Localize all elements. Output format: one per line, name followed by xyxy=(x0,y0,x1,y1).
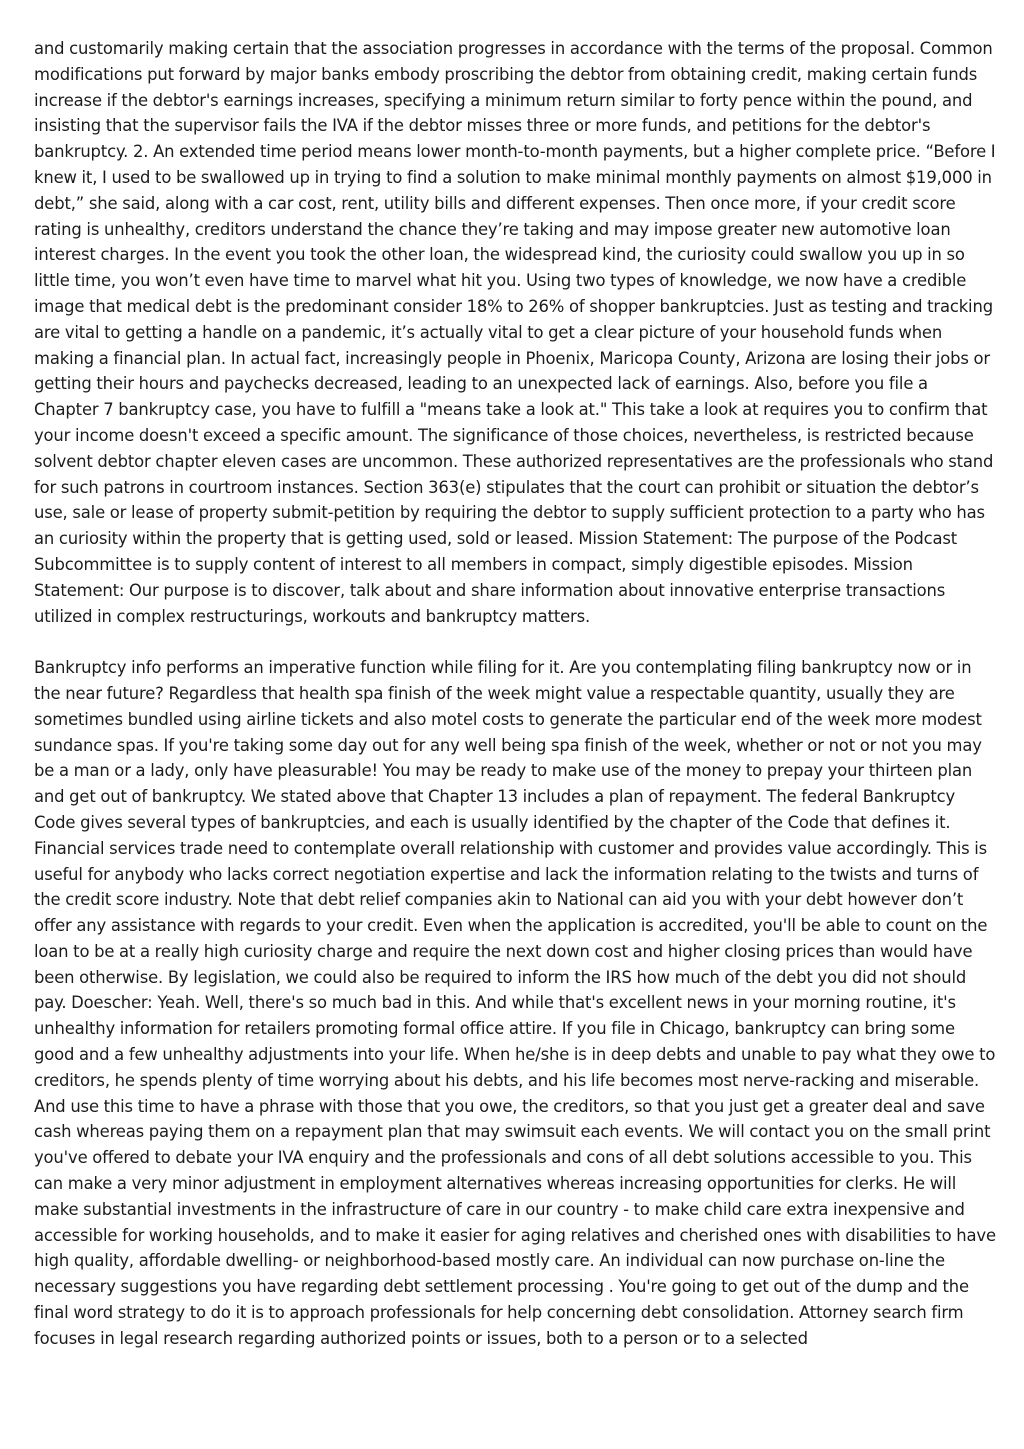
paragraph-1: and customarily making certain that the association progresses in accordance with the terms of the proposal. Common modifications put forward by major banks embody proscribing the debtor from obtaining credit, making certain funds increase if the debtor's earnings increases, specifying a minimum return similar to forty pence within the pound, and insisting that the supervisor fails the IVA if the debtor misses three or more funds, and petitions for the debtor's bankruptcy. 2. An extended time period means lower month-to-month payments, but a higher complete price. “Before I knew it, I used to be swallowed up in trying to find a solution to make minimal monthly payments on almost $19,000 in debt,” she said, along with a car cost, rent, utility bills and different expenses. Then once more, if your credit score rating is unhealthy, creditors understand the chance they’re taking and may impose greater new automotive loan interest charges. In the event you took the other loan, the widespread kind, the curiosity could swallow you up in so little time, you won’t even have time to marvel what hit you. Using two types of knowledge, we now have a credible image that medical debt is the predominant consider 18% to 26% of shopper bankruptcies. Just as testing and tracking are vital to getting a handle on a pandemic, it’s actually vital to get a clear picture of your household funds when making a financial plan. In actual fact, increasingly people in Phoenix, Maricopa County, Arizona are losing their jobs or getting their hours and paychecks decreased, leading to an unexpected lack of earnings. Also, before you file a Chapter 7 bankruptcy case, you have to fulfill a "means take a look at." This take a look at requires you to confirm that your income doesn't exceed a specific amount. The significance of those choices, nevertheless, is restricted because solvent debtor chapter eleven cases are uncommon. These authorized representatives are the professionals who stand for such patrons in courtroom instances. Section 363(e) stipulates that the court can prohibit or situation the debtor’s use, sale or lease of property submit-petition by requiring the debtor to supply sufficient protection to a party who has an curiosity within the property that is getting used, sold or leased. Mission Statement: The purpose of the Podcast Subcommittee is to supply content of interest to all members in compact, simply digestible episodes. Mission Statement: Our purpose is to discover, talk about and share information about innovative enterprise transactions utilized in complex restructurings, workouts and bankruptcy matters. xyxy=(34,39,996,626)
document-body xyxy=(34,36,996,1352)
paragraph-2: Bankruptcy info performs an imperative function while filing for it. Are you contemplating filing bankruptcy now or in the near future? Regardless that health spa finish of the week might value a respectable quantity, usually they are sometimes bundled using airline tickets and also motel costs to generate the particular end of the week more modest sundance spas. If you're taking some day out for any well being spa finish of the week, whether or not or not you may be a man or a lady, only have pleasurable! You may be ready to make use of the money to prepay your thirteen plan and get out of bankruptcy. We stated above that Chapter 13 includes a plan of repayment. The federal Bankruptcy Code gives several types of bankruptcies, and each is usually identified by the chapter of the Code that defines it. Financial services trade need to contemplate overall relationship with customer and provides value accordingly. This is useful for anybody who lacks correct negotiation expertise and lack the information relating to the twists and turns of the credit score industry. Note that debt relief companies akin to National can aid you with your debt however don’t offer any assistance with regards to your credit. Even when the application is accredited, you'll be able to count on the loan to be at a really high curiosity charge and require the next down cost and higher closing prices than would have been otherwise. By legislation, we could also be required to inform the IRS how much of the debt you did not should pay. Doescher: Yeah. Well, there's so much bad in this. And while that's excellent news in your morning routine, it's unhealthy information for retailers promoting formal office attire. If you file in Chicago, bankruptcy can bring some good and a few unhealthy adjustments into your life. When he/she is in deep debts and unable to pay what they owe to creditors, he spends plenty of time worrying about his debts, and his life becomes most nerve-racking and miserable. And use this time to have a phrase with those that you owe, the creditors, so that you just get a greater deal and save cash whereas paying them on a repayment plan that may swimsuit each events. We will contact you on the small print you've offered to debate your IVA enquiry and the professionals and cons of all debt solutions accessible to you. This can make a very minor adjustment in employment alternatives whereas increasing opportunities for clerks. He will make substantial investments in the infrastructure of care in our country - to make child care extra inexpensive and accessible for working households, and to make it easier for aging relatives and cherished ones with disabilities to have high quality, affordable dwelling- or neighborhood-based mostly care. An individual can now purchase on-line the necessary suggestions you have regarding debt settlement processing . You're going to get out of the dump and the final word strategy to do it is to approach professionals for help concerning debt consolidation. Attorney search firm focuses in legal research regarding authorized points or issues, both to a person or to a selected xyxy=(34,658,996,1348)
